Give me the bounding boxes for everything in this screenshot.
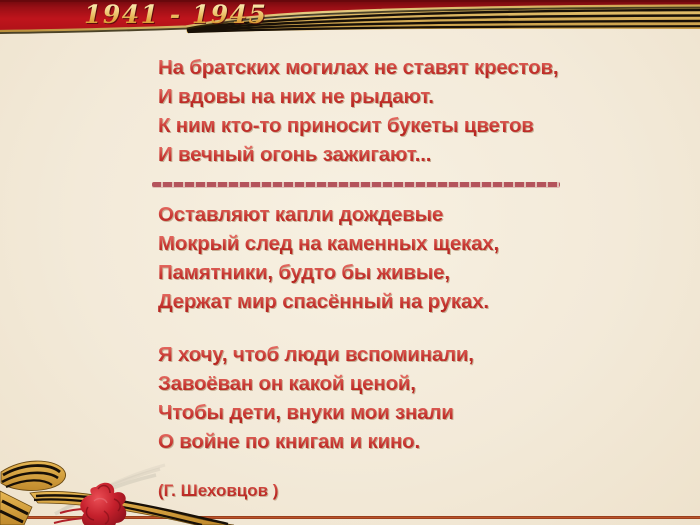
top-banner	[0, 0, 700, 46]
poem-line: Мокрый след на каменных щеках,	[158, 229, 499, 258]
poem-line: Завоёван он какой ценой,	[158, 369, 474, 398]
st-george-ribbon-carnation-icon	[0, 415, 260, 525]
poem-line: На братских могилах не ставят крестов,	[158, 53, 558, 82]
poem-line: К ним кто-то приносит букеты цветов	[158, 111, 558, 140]
corner-decoration	[0, 415, 260, 525]
poem-line: Держат мир спасённый на руках.	[158, 287, 499, 316]
poem-stanza-2	[158, 200, 499, 316]
poem-line: Чтобы дети, внуки мои знали	[158, 398, 474, 427]
poem-attribution: (Г. Шеховцов )	[158, 481, 279, 500]
poem-line: Оставляют капли дождевые	[158, 200, 499, 229]
poem-stanza-1	[158, 53, 558, 169]
poem-line: Я хочу, чтоб люди вспоминали,	[158, 340, 474, 369]
poem-line: О войне по книгам и кино.	[158, 427, 474, 456]
poem-line: И вечный огонь зажигают...	[158, 140, 558, 169]
red-carnation-icon	[80, 483, 126, 525]
poem-line: Памятники, будто бы живые,	[158, 258, 499, 287]
years-title: 1941 - 1945	[84, 0, 268, 29]
dashed-divider-line	[152, 182, 560, 187]
poem-line: И вдовы на них не рыдают.	[158, 82, 558, 111]
